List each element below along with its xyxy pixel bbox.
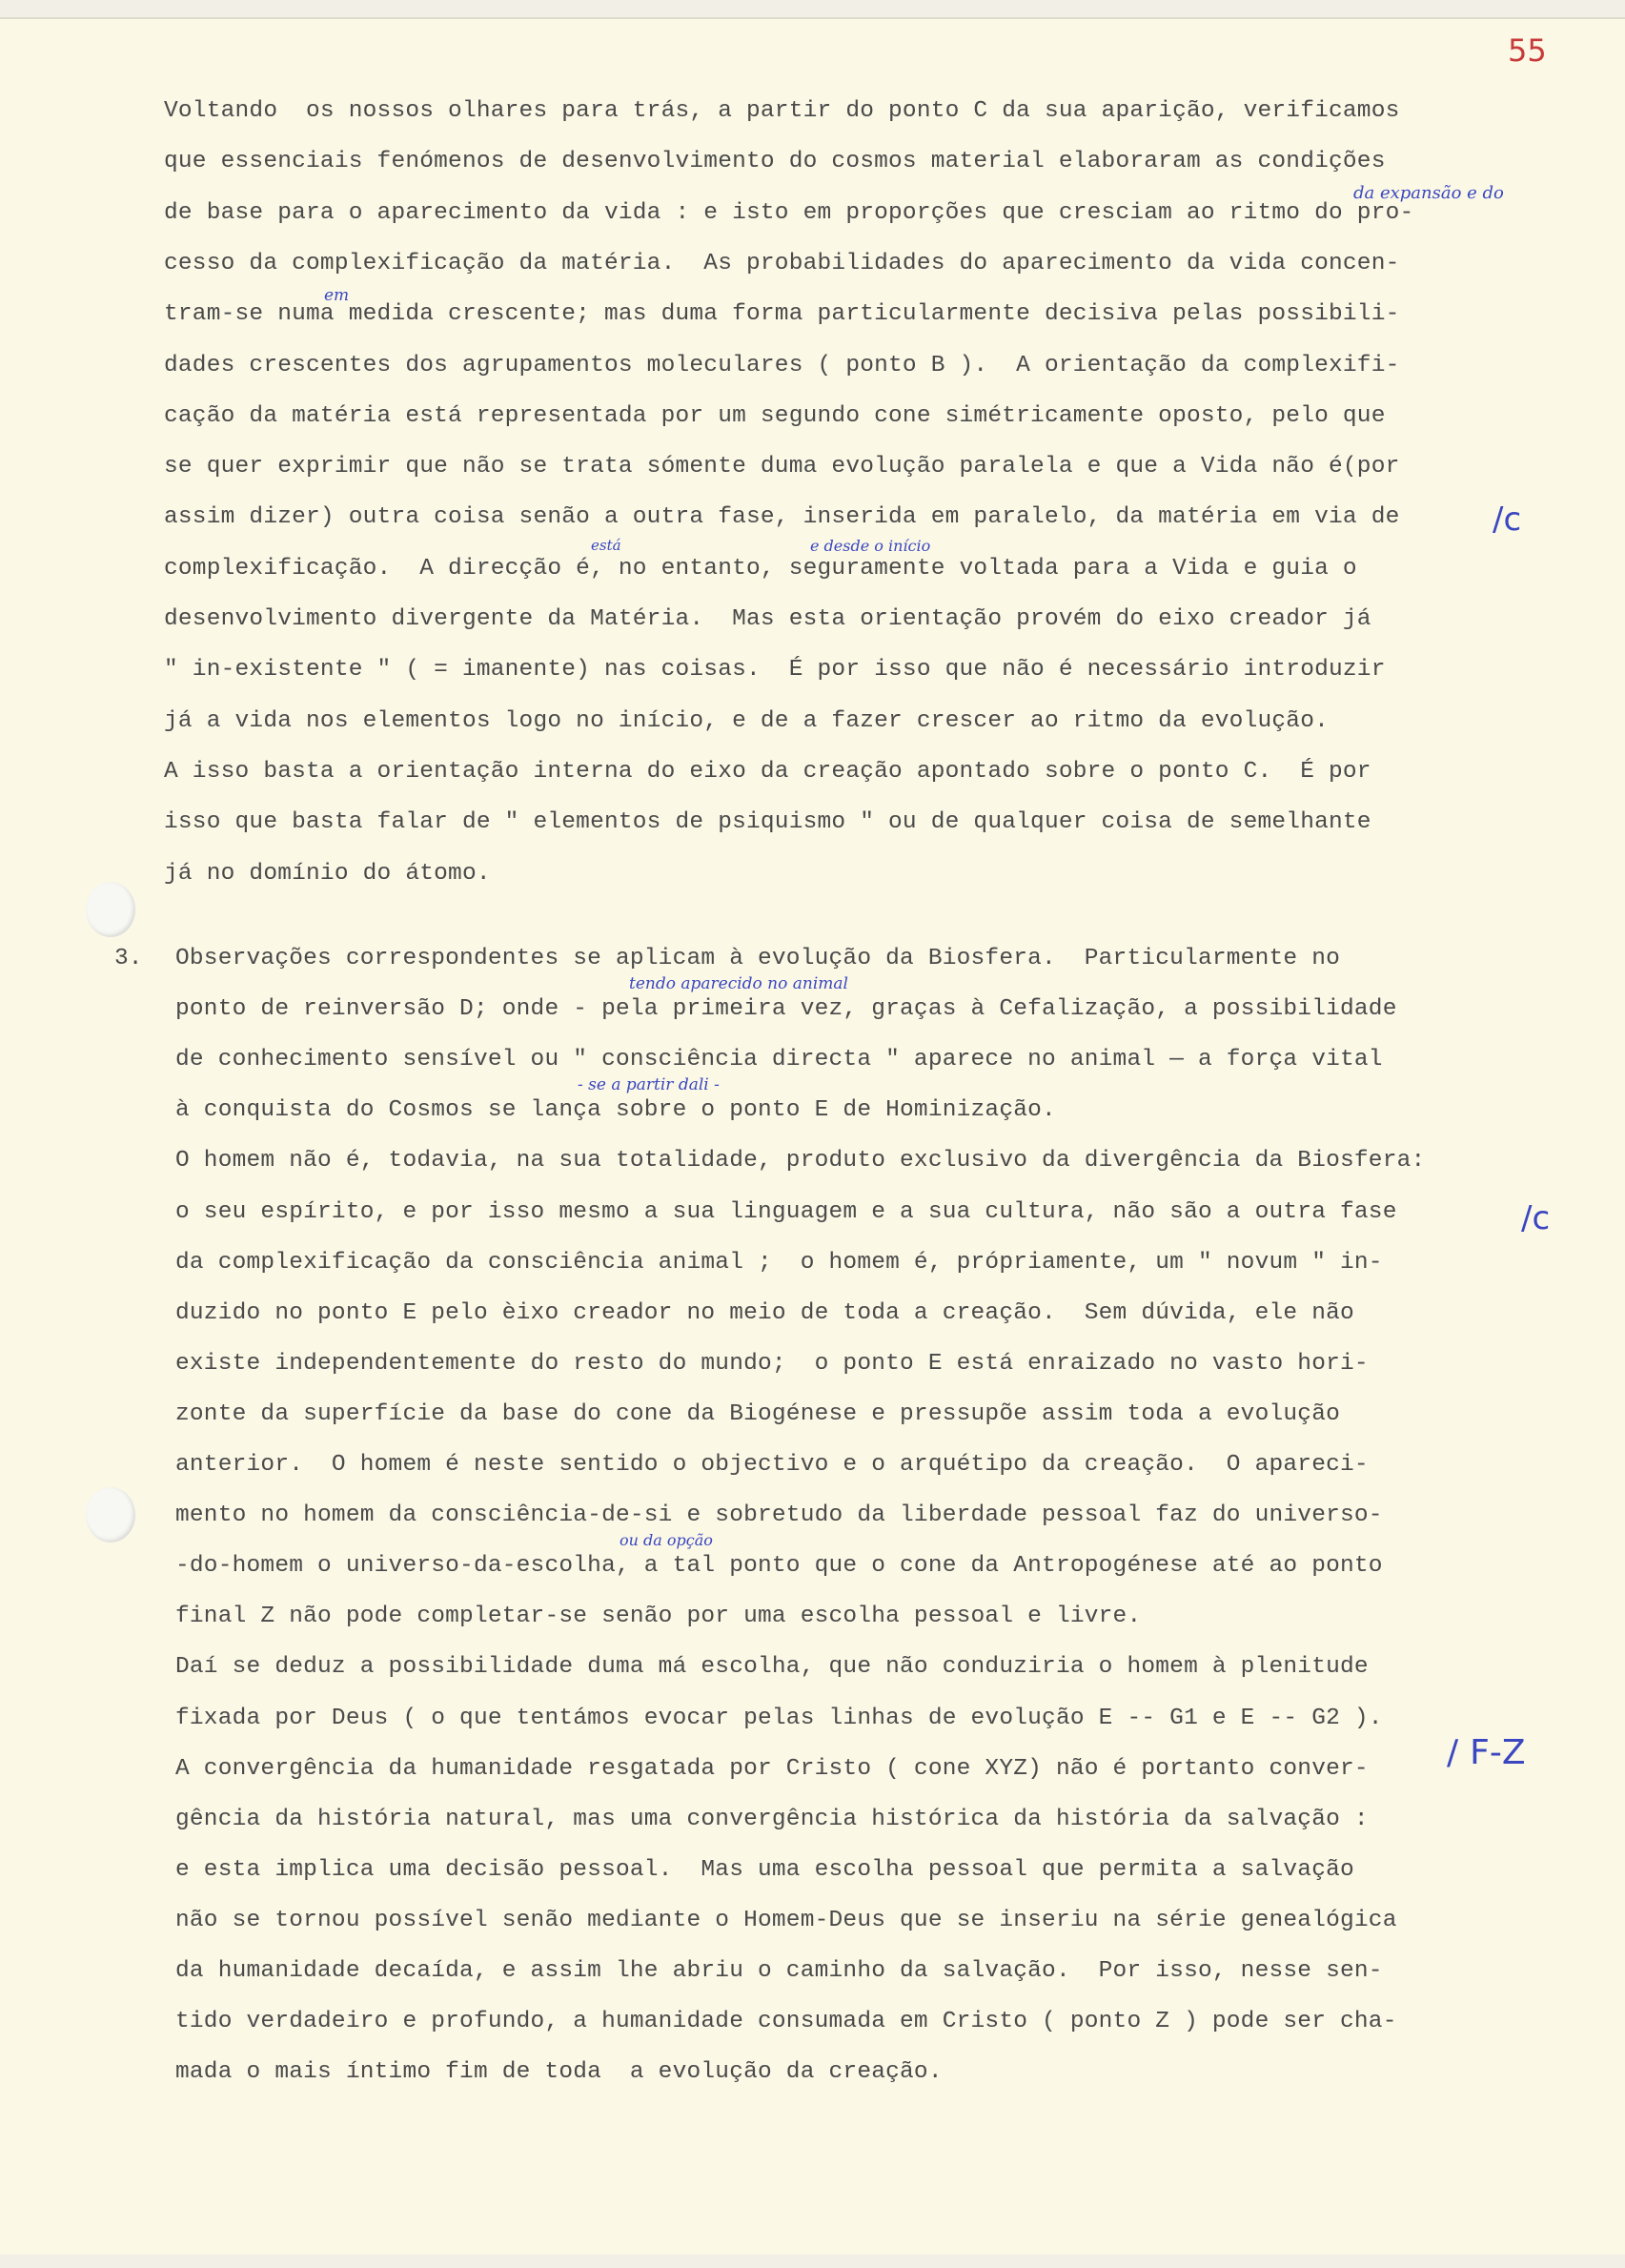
margin-mark: /c — [1493, 501, 1522, 539]
text-line: que essenciais fenómenos de desenvolvimento do cosmos material elaboraram as condições — [164, 149, 1386, 175]
punch-hole — [86, 1487, 135, 1543]
text-line: " in-existente " ( = imanente) nas coisas. É por isso que não é necessário introduzir — [164, 657, 1386, 684]
handwritten-insert: em — [324, 286, 350, 305]
text-line: zonte da superfície da base do cone da Biogénese e pressupõe assim toda a evolução — [175, 1400, 1340, 1427]
text-line: o seu espírito, e por isso mesmo a sua linguagem e a sua cultura, não são a outra fase — [175, 1198, 1397, 1225]
text-line: à conquista do Cosmos se lança sobre o ponto E de Hominização. — [175, 1097, 1056, 1124]
text-line: existe independentemente do resto do mundo; o ponto E está enraizado no vasto hori- — [175, 1350, 1369, 1377]
page-number: 55 — [1508, 32, 1547, 69]
text-line: -do-homem o universo-da-escolha, a tal ponto que o cone da Antropogénese até ao ponto — [175, 1553, 1383, 1580]
text-line: gência da história natural, mas uma convergência histórica da história da salvação : — [175, 1806, 1369, 1832]
text-line: A convergência da humanidade resgatada por Cristo ( cone XYZ) não é portanto conver- — [175, 1755, 1369, 1782]
text-line: desenvolvimento divergente da Matéria. Mas esta orientação provém do eixo creador já — [164, 606, 1371, 632]
text-line: tram-se numa medida crescente; mas duma forma particularmente decisiva pelas possibili- — [164, 301, 1400, 328]
text-line: fixada por Deus ( o que tentámos evocar pelas linhas de evolução E -- G1 e E -- G2 ). — [175, 1705, 1383, 1731]
text-line: complexificação. A direcção é, no entanto, seguramente voltada para a Vida e guia o — [164, 555, 1357, 582]
text-line: anterior. O homem é neste sentido o objectivo e o arquétipo da creação. O apareci- — [175, 1452, 1369, 1478]
text-line: de base para o aparecimento da vida : e isto em proporções que cresciam ao ritmo do pro- — [164, 199, 1414, 226]
text-line: O homem não é, todavia, na sua totalidade, produto exclusivo da divergência da Biosfera: — [175, 1148, 1426, 1175]
text-line: dades crescentes dos agrupamentos moleculares ( ponto B ). A orientação da complexifi- — [164, 352, 1400, 378]
margin-mark: /c — [1521, 1199, 1551, 1237]
text-line: mada o mais íntimo fim de toda a evolução da creação. — [175, 2059, 943, 2086]
text-line: cação da matéria está representada por um segundo cone simétricamente oposto, pelo que — [164, 402, 1386, 429]
text-line: final Z não pode completar-se senão por uma escolha pessoal e livre. — [175, 1604, 1142, 1630]
handwritten-insert: - se a partir dali - — [578, 1075, 720, 1094]
text-line: tido verdadeiro e profundo, a humanidade consumada em Cristo ( ponto Z ) pode ser cha- — [175, 2009, 1397, 2035]
text-line: não se tornou possível senão mediante o Homem-Deus que se inseriu na série genealógica — [175, 1907, 1397, 1933]
text-line: e esta implica uma decisão pessoal. Mas uma escolha pessoal que permita a salvação — [175, 1856, 1354, 1883]
text-line: Daí se deduz a possibilidade duma má escolha, que não conduziria o homem à plenitude — [175, 1654, 1369, 1681]
text-line: Voltando os nossos olhares para trás, a partir do ponto C da sua aparição, verificamos — [164, 98, 1400, 124]
text-line: isso que basta falar de " elementos de psiquismo " ou de qualquer coisa de semelhante — [164, 809, 1371, 836]
text-line: ponto de reinversão D; onde - pela primeira vez, graças à Cefalização, a possibilidade — [175, 996, 1397, 1023]
text-line: duzido no ponto E pelo èixo creador no meio de toda a creação. Sem dúvida, ele não — [175, 1299, 1354, 1326]
section-number: 3. — [114, 946, 143, 971]
text-line: da complexificação da consciência animal ; o homem é, própriamente, um " novum " in- — [175, 1249, 1383, 1276]
handwritten-insert: ou da opção — [620, 1531, 713, 1549]
handwritten-insert: está — [591, 537, 621, 554]
text-line: da humanidade decaída, e assim lhe abriu o caminho da salvação. Por isso, nesse sen- — [175, 1958, 1383, 1984]
text-line: cesso da complexificação da matéria. As probabilidades do aparecimento da vida concen- — [164, 250, 1400, 276]
margin-mark-label: F-Z — [1470, 1733, 1526, 1772]
text-line: de conhecimento sensível ou " consciência directa " aparece no animal — a força vital — [175, 1047, 1383, 1073]
text-line: A isso basta a orientação interna do eixo da creação apontado sobre o ponto C. É por — [164, 758, 1371, 785]
handwritten-insert: tendo aparecido no animal — [629, 974, 848, 993]
text-line: assim dizer) outra coisa senão a outra fase, inserida em paralelo, da matéria em via de — [164, 504, 1400, 531]
handwritten-insert: e desde o início — [810, 537, 931, 555]
text-line: Observações correspondentes se aplicam à evolução da Biosfera. Particularmente no — [175, 946, 1340, 971]
text-line: já no domínio do átomo. — [164, 860, 491, 887]
handwritten-insert: da expansão e do — [1353, 183, 1504, 203]
margin-mark: / F-Z — [1447, 1733, 1526, 1772]
text-line: mento no homem da consciência-de-si e sobretudo da liberdade pessoal faz do universo- — [175, 1502, 1383, 1529]
text-line: já a vida nos elementos logo no início, e de a fazer crescer ao ritmo da evolução. — [164, 707, 1329, 734]
text-line: se quer exprimir que não se trata sómente duma evolução paralela e que a Vida não é(por — [164, 454, 1400, 480]
punch-hole — [86, 882, 135, 937]
